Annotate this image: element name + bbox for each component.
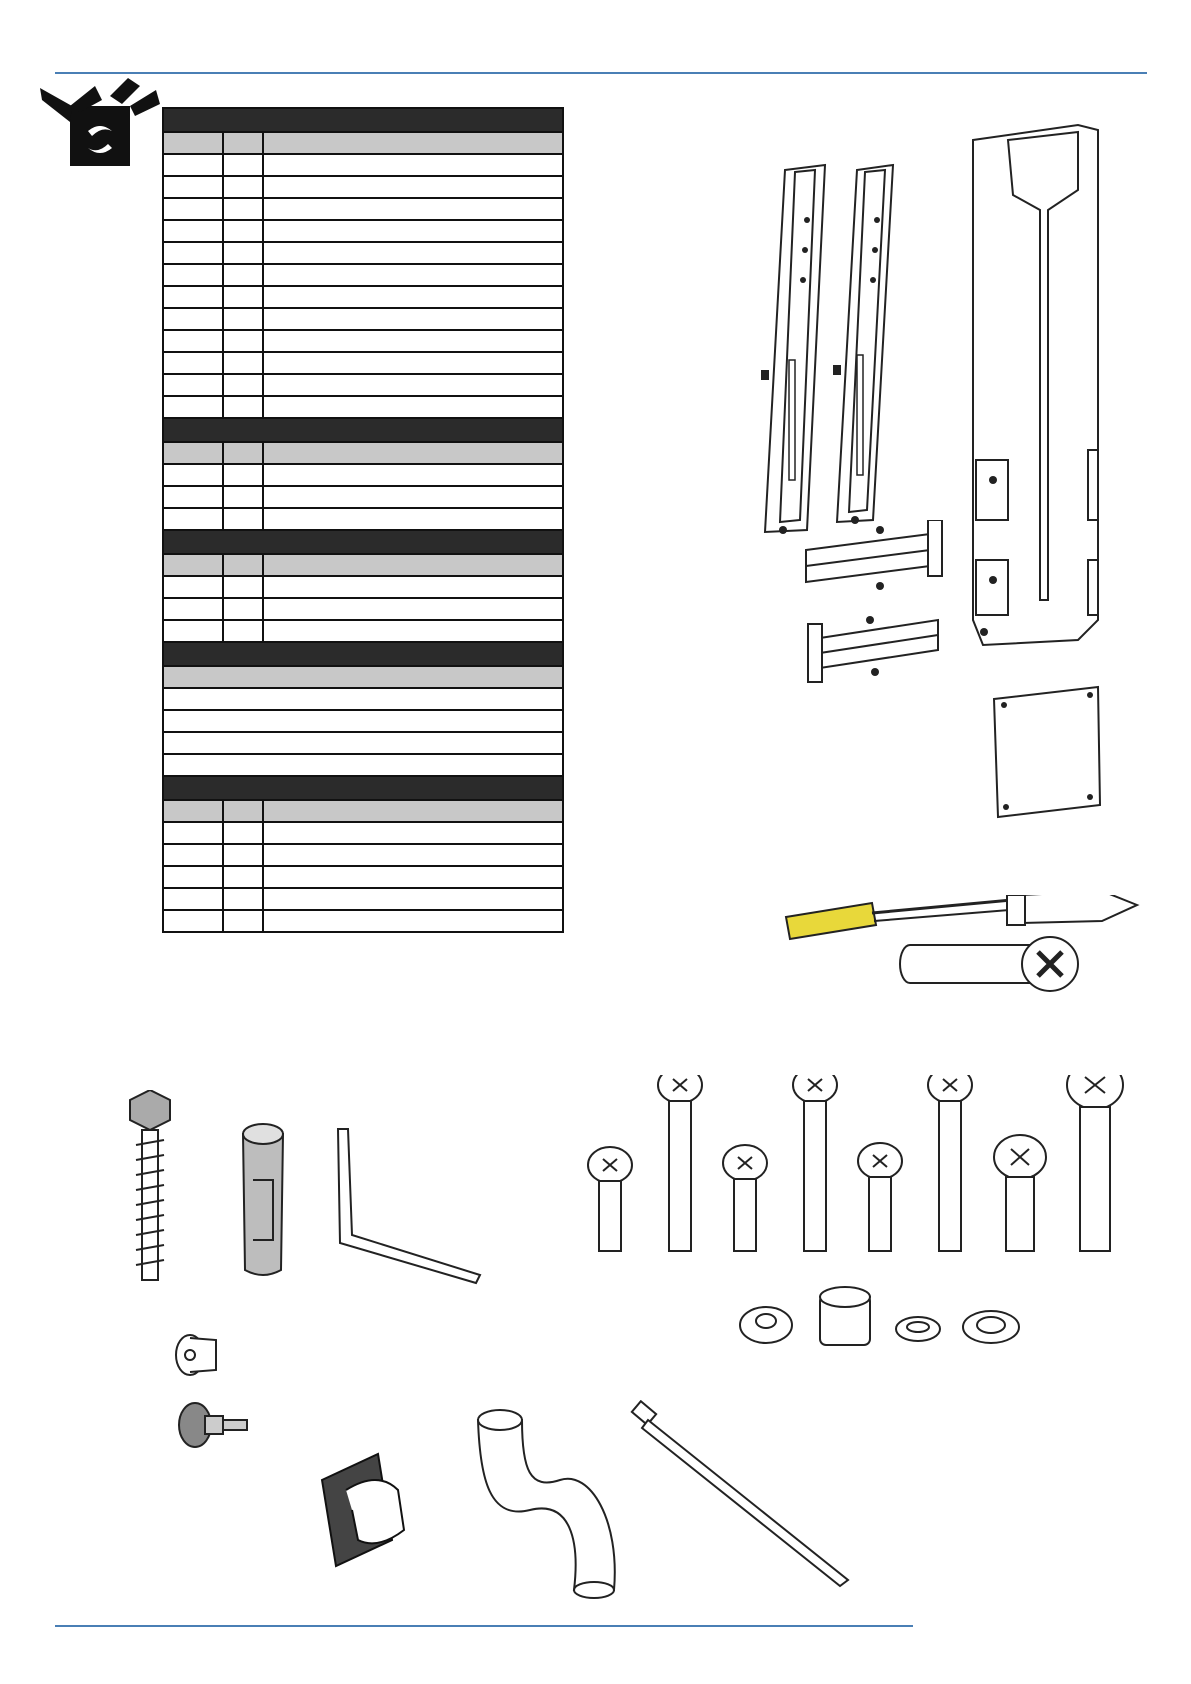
table-row — [163, 598, 563, 620]
tall-column-cover — [968, 120, 1108, 650]
cylindrical-spacer — [890, 935, 1090, 995]
machine-screws — [585, 1075, 1145, 1260]
top-rule — [55, 72, 1147, 74]
section-header — [163, 642, 563, 666]
thumb-screw — [175, 1400, 255, 1450]
table-row — [163, 330, 563, 352]
washers-and-spacers — [738, 1285, 1028, 1355]
section-header — [163, 108, 563, 132]
table-row — [163, 754, 563, 776]
parts-table — [162, 107, 564, 933]
hex-key — [330, 1125, 490, 1285]
table-row — [163, 910, 563, 932]
table-row — [163, 242, 563, 264]
column-header-row — [163, 554, 563, 576]
column-header-row — [163, 132, 563, 154]
vertical-rail-brackets — [745, 160, 905, 540]
table-row — [163, 688, 563, 710]
table-row — [163, 732, 563, 754]
table-row — [163, 374, 563, 396]
table-row — [163, 308, 563, 330]
cover-plate — [990, 685, 1105, 820]
cable-tie — [630, 1400, 860, 1590]
section-header — [163, 418, 563, 442]
table-row — [163, 576, 563, 598]
bottom-rule — [55, 1625, 913, 1627]
table-row — [163, 396, 563, 418]
table-row — [163, 154, 563, 176]
open-box-parts-icon — [40, 76, 160, 171]
table-row — [163, 286, 563, 308]
table-row — [163, 620, 563, 642]
table-row — [163, 486, 563, 508]
table-row — [163, 710, 563, 732]
horizontal-bar-brackets — [800, 520, 960, 690]
table-row — [163, 822, 563, 844]
section-header — [163, 776, 563, 800]
wall-anchor — [235, 1120, 295, 1280]
column-header-row — [163, 442, 563, 464]
lag-bolt — [120, 1090, 180, 1290]
table-row — [163, 888, 563, 910]
table-row — [163, 220, 563, 242]
cable-cover-tube — [470, 1400, 620, 1600]
column-header-row — [163, 666, 563, 688]
table-row — [163, 508, 563, 530]
table-row — [163, 464, 563, 486]
flanged-cap — [172, 1330, 232, 1380]
table-row — [163, 176, 563, 198]
table-row — [163, 352, 563, 374]
section-header — [163, 530, 563, 554]
table-row — [163, 198, 563, 220]
table-row — [163, 264, 563, 286]
column-header-row — [163, 800, 563, 822]
table-row — [163, 844, 563, 866]
table-row — [163, 866, 563, 888]
cable-clip — [318, 1450, 418, 1570]
